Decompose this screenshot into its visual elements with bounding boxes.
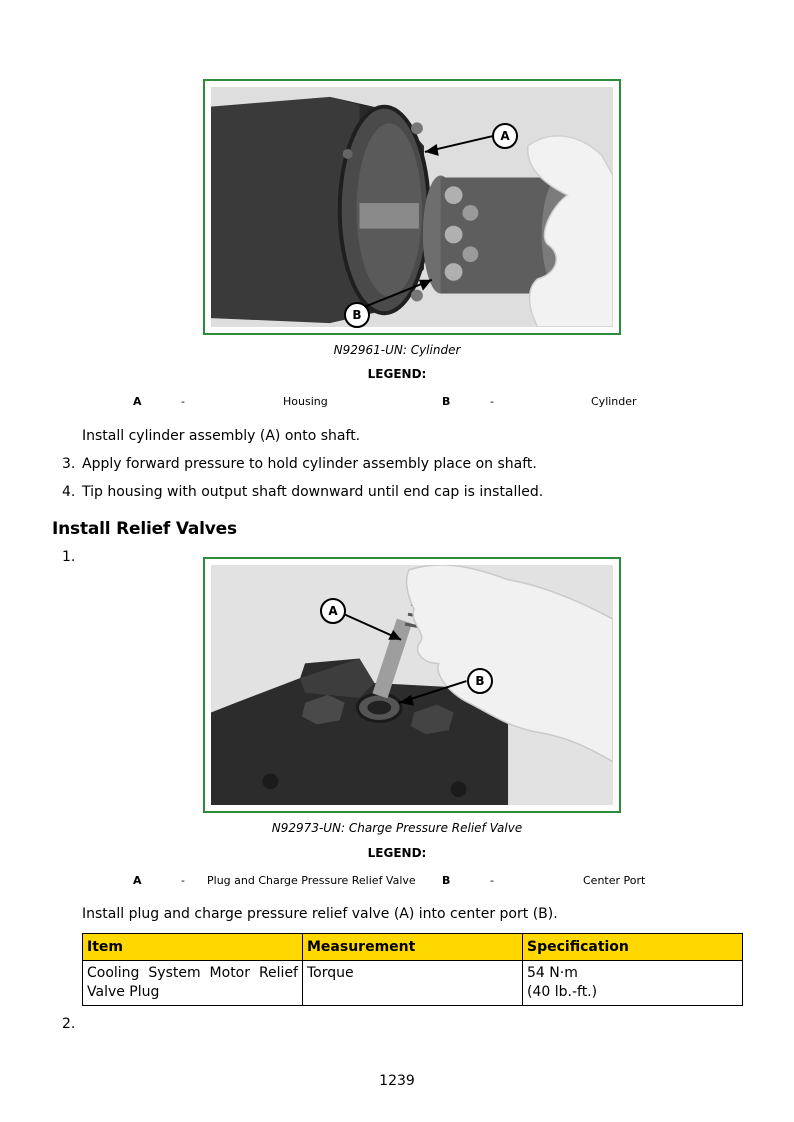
callout-a xyxy=(320,598,346,624)
legend1-label-a: Housing xyxy=(283,395,328,408)
legend1-key-a: A xyxy=(133,395,142,408)
legend2-key-a: A xyxy=(133,874,142,887)
callout-a-label: A xyxy=(328,604,338,618)
legend1-dash-b: - xyxy=(490,395,494,408)
cell-item xyxy=(83,961,303,1006)
relief-valve-photo xyxy=(211,565,613,805)
cell-spec-line1: 54 N·m xyxy=(527,965,578,981)
spec-table-header-row xyxy=(83,934,743,961)
cell-spec-line2: (40 lb.-ft.) xyxy=(527,984,598,1000)
callout-a xyxy=(492,123,518,149)
page-number: 1239 xyxy=(379,1073,415,1089)
figure-relief-valve xyxy=(203,557,621,813)
cell-item-line2: Valve Plug xyxy=(87,984,160,1000)
step-1-number: 1. xyxy=(62,549,76,565)
spec-table xyxy=(82,933,743,1006)
header-specification: Specification xyxy=(523,934,743,961)
header-item: Item xyxy=(83,934,303,961)
table-row xyxy=(83,961,743,1006)
legend2-dash-b: - xyxy=(490,874,494,887)
cylinder-photo xyxy=(211,87,613,327)
cell-measurement-text: Torque xyxy=(307,965,354,981)
section-title: Install Relief Valves xyxy=(52,519,237,539)
callout-a-label: A xyxy=(500,129,510,143)
callout-b xyxy=(344,302,370,328)
step-1-text: Install plug and charge pressure relief valve (A) into center port (B). xyxy=(82,906,558,922)
legend1-dash-a: - xyxy=(181,395,185,408)
step-2-number: 2. xyxy=(62,1016,76,1032)
legend1-key-b: B xyxy=(442,395,451,408)
figure2-legend-title: LEGEND: xyxy=(367,846,427,860)
legend2-dash-a: - xyxy=(181,874,185,887)
callout-b-label: B xyxy=(475,674,485,688)
cell-item-line1: Cooling System Motor Relief xyxy=(87,965,298,981)
step-intro-text: Install cylinder assembly (A) onto shaft. xyxy=(82,428,361,444)
figure2-caption: N92973-UN: Charge Pressure Relief Valve xyxy=(271,821,523,835)
step-3-text: Apply forward pressure to hold cylinder assembly place on shaft. xyxy=(82,456,537,472)
legend2-label-b: Center Port xyxy=(583,874,646,887)
figure-cylinder xyxy=(203,79,621,335)
callout-b-label: B xyxy=(352,308,362,322)
cell-measurement xyxy=(303,961,523,1006)
step-3-number: 3. xyxy=(62,456,76,472)
step-4-number: 4. xyxy=(62,484,76,500)
figure1-caption: N92961-UN: Cylinder xyxy=(333,343,461,357)
legend1-label-b: Cylinder xyxy=(591,395,637,408)
figure1-legend-title: LEGEND: xyxy=(367,367,427,381)
legend2-key-b: B xyxy=(442,874,451,887)
cell-specification xyxy=(523,961,743,1006)
header-measurement: Measurement xyxy=(303,934,523,961)
step-4-text: Tip housing with output shaft downward until end cap is installed. xyxy=(82,484,544,500)
callout-b xyxy=(467,668,493,694)
legend2-label-a: Plug and Charge Pressure Relief Valve xyxy=(207,874,416,887)
